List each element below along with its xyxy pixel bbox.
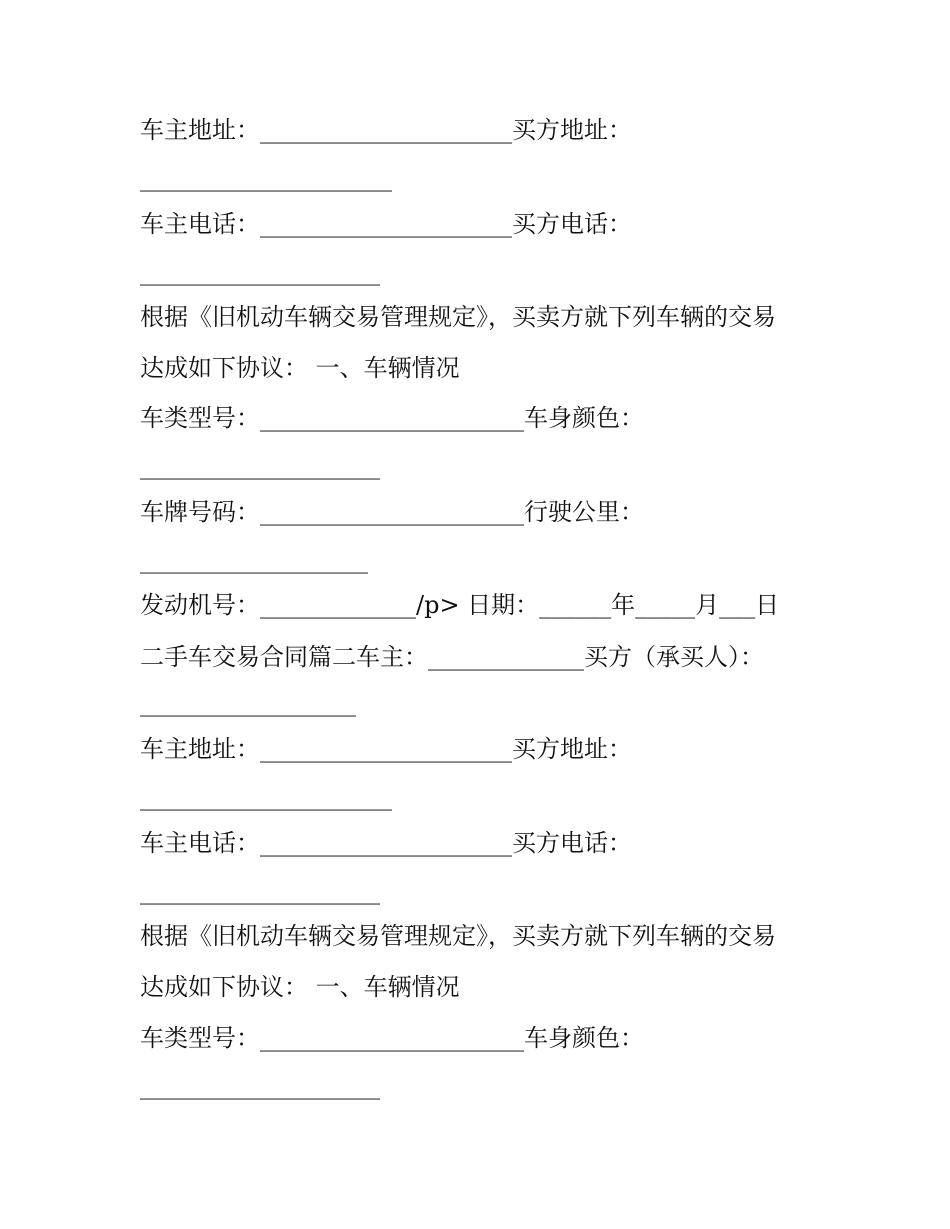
vehicle-color-blank-2: ____________________ (140, 1072, 380, 1100)
mileage-blank: ___________________ (140, 546, 368, 574)
owner-phone-line: 车主电话：_____________________买方电话： (140, 210, 632, 238)
engine-number-date-line: 发动机号：_____________/p> 日期：______年_____月___日 (140, 591, 780, 619)
owner-address-line-2: 车主地址：_____________________买方地址： (140, 735, 632, 763)
buyer-address-blank-2: _____________________ (140, 783, 392, 811)
agreement-paragraph-line-2b: 达成如下协议： 一、车辆情况 (140, 973, 460, 1001)
contract-two-heading-line: 二手车交易合同篇二车主：_____________买方（承买人）： (140, 643, 764, 671)
owner-address-line: 车主地址：_____________________买方地址： (140, 116, 632, 144)
vehicle-model-line: 车类型号：______________________车身颜色： (140, 404, 644, 432)
plate-number-line: 车牌号码：______________________行驶公里： (140, 498, 644, 526)
agreement-paragraph-line-1b: 根据《旧机动车辆交易管理规定》，买卖方就下列车辆的交易 (140, 922, 776, 950)
buyer-phone-blank-2: ____________________ (140, 877, 380, 905)
vehicle-color-blank: ____________________ (140, 452, 380, 480)
vehicle-model-line-2: 车类型号：______________________车身颜色： (140, 1024, 644, 1052)
agreement-paragraph-line-1: 根据《旧机动车辆交易管理规定》，买卖方就下列车辆的交易 (140, 303, 776, 331)
agreement-paragraph-line-2: 达成如下协议： 一、车辆情况 (140, 354, 460, 382)
buyer-phone-blank: ____________________ (140, 258, 380, 286)
buyer-address-blank: _____________________ (140, 164, 392, 192)
owner-phone-line-2: 车主电话：_____________________买方电话： (140, 829, 632, 857)
buyer-name-blank: __________________ (140, 689, 356, 717)
